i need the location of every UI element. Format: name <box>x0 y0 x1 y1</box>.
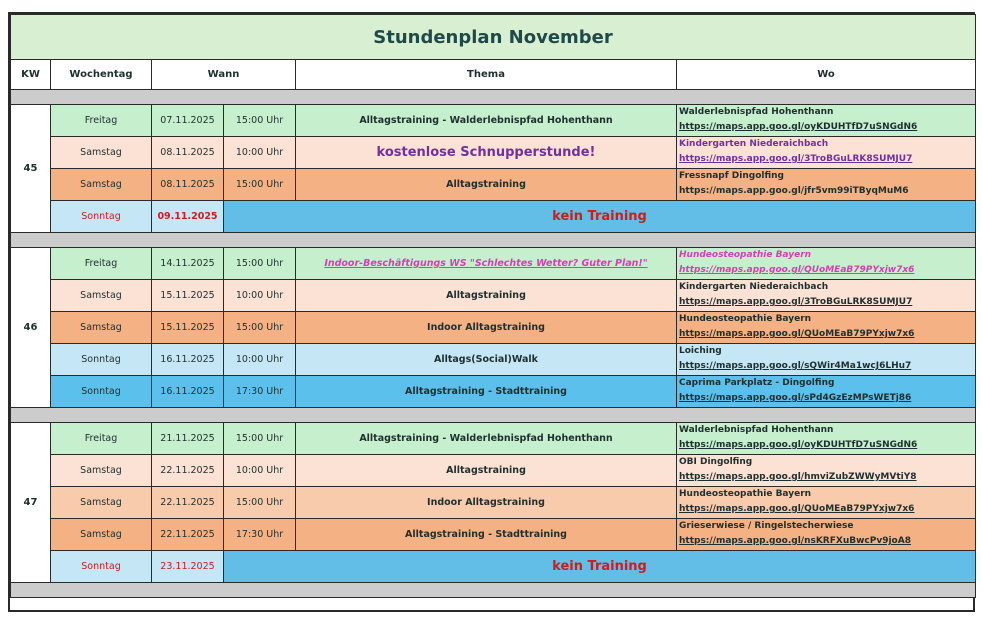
maps-link[interactable]: https://maps.app.goo.gl/sPd4GzEzMPsWETj86 <box>679 393 912 403</box>
page-title: Stundenplan November <box>11 15 976 60</box>
separator-row <box>11 90 976 105</box>
location-cell <box>677 519 976 551</box>
location-cell <box>677 280 976 312</box>
separator-row <box>11 583 976 598</box>
location-cell <box>677 312 976 344</box>
no-training-banner: kein Training <box>224 201 976 233</box>
topic-cell: Alltagstraining - Walderlebnispfad Hohenthann <box>296 105 677 137</box>
weekday-cell: Freitag <box>51 423 152 455</box>
date-cell: 15.11.2025 <box>152 312 224 344</box>
time-cell: 15:00 Uhr <box>224 423 296 455</box>
time-cell: 17:30 Uhr <box>224 519 296 551</box>
table-row <box>11 312 976 344</box>
location-cell <box>677 455 976 487</box>
location-cell <box>677 169 976 201</box>
maps-link[interactable]: https://maps.app.goo.gl/sQWir4Ma1wcJ6LHu7 <box>679 361 912 371</box>
location-name: Walderlebnispfad Hohenthann <box>679 425 834 435</box>
separator-row <box>11 233 976 248</box>
separator-row <box>11 408 976 423</box>
location-cell <box>677 248 976 280</box>
topic-cell: Alltags(Social)Walk <box>296 344 677 376</box>
maps-link[interactable]: https://maps.app.goo.gl/oyKDUHTfD7uSNGdN6 <box>679 440 918 450</box>
location-cell <box>677 376 976 408</box>
table-row <box>11 105 976 137</box>
table-row <box>11 169 976 201</box>
topic-cell: kostenlose Schnupperstunde! <box>296 137 677 169</box>
date-cell: 22.11.2025 <box>152 455 224 487</box>
time-cell: 15:00 Uhr <box>224 487 296 519</box>
maps-link[interactable]: https://maps.app.goo.gl/jfr5vm99iTByqMuM6 <box>679 186 909 196</box>
weekday-cell: Sonntag <box>51 201 152 233</box>
topic-cell: Alltagstraining <box>296 169 677 201</box>
date-cell: 08.11.2025 <box>152 137 224 169</box>
week-number: 47 <box>11 423 51 583</box>
weekday-cell: Samstag <box>51 487 152 519</box>
date-cell: 09.11.2025 <box>152 201 224 233</box>
date-cell: 16.11.2025 <box>152 344 224 376</box>
weekday-cell: Samstag <box>51 519 152 551</box>
weekday-cell: Samstag <box>51 455 152 487</box>
table-row <box>11 423 976 455</box>
weekday-cell: Sonntag <box>51 376 152 408</box>
table-row <box>11 487 976 519</box>
date-cell: 16.11.2025 <box>152 376 224 408</box>
no-training-banner: kein Training <box>224 551 976 583</box>
time-cell: 10:00 Uhr <box>224 344 296 376</box>
weekday-cell: Sonntag <box>51 551 152 583</box>
weekday-cell: Sonntag <box>51 344 152 376</box>
time-cell: 15:00 Uhr <box>224 105 296 137</box>
location-name: Grieserwiese / Ringelstecherwiese <box>679 521 854 531</box>
table-row <box>11 519 976 551</box>
date-cell: 08.11.2025 <box>152 169 224 201</box>
location-cell <box>677 105 976 137</box>
table-row <box>11 137 976 169</box>
time-cell: 15:00 Uhr <box>224 312 296 344</box>
location-name: Kindergarten Niederaichbach <box>679 282 829 292</box>
maps-link[interactable]: https://maps.app.goo.gl/nsKRFXuBwcPv9joA8 <box>679 536 911 546</box>
table-row <box>11 551 976 583</box>
location-name: Kindergarten Niederaichbach <box>679 139 829 149</box>
maps-link[interactable]: https://maps.app.goo.gl/QUoMEaB79PYxjw7x6 <box>679 504 915 514</box>
weekday-cell: Samstag <box>51 280 152 312</box>
location-name: Caprima Parkplatz - Dingolfing <box>679 378 835 388</box>
location-name: OBI Dingolfing <box>679 457 753 467</box>
maps-link[interactable]: https://maps.app.goo.gl/3TroBGuLRK8SUMJU7 <box>679 297 913 307</box>
schedule-sheet <box>8 12 975 612</box>
topic-cell: Alltagstraining <box>296 455 677 487</box>
header-wo: Wo <box>677 60 976 90</box>
header-thema: Thema <box>296 60 677 90</box>
weekday-cell: Samstag <box>51 312 152 344</box>
table-row <box>11 344 976 376</box>
date-cell: 07.11.2025 <box>152 105 224 137</box>
topic-cell: Alltagstraining - Stadttraining <box>296 519 677 551</box>
week-number: 46 <box>11 248 51 408</box>
location-name: Hundeosteopathie Bayern <box>679 250 812 260</box>
topic-cell: Alltagstraining - Stadttraining <box>296 376 677 408</box>
time-cell: 17:30 Uhr <box>224 376 296 408</box>
location-name: Fressnapf Dingolfing <box>679 171 784 181</box>
date-cell: 22.11.2025 <box>152 487 224 519</box>
header-kw: KW <box>11 60 51 90</box>
date-cell: 15.11.2025 <box>152 280 224 312</box>
location-cell <box>677 487 976 519</box>
time-cell: 10:00 Uhr <box>224 137 296 169</box>
topic-cell: Alltagstraining - Walderlebnispfad Hohenthann <box>296 423 677 455</box>
time-cell: 15:00 Uhr <box>224 169 296 201</box>
weekday-cell: Samstag <box>51 137 152 169</box>
weekday-cell: Freitag <box>51 248 152 280</box>
table-row <box>11 455 976 487</box>
table-row <box>11 280 976 312</box>
date-cell: 22.11.2025 <box>152 519 224 551</box>
time-cell: 15:00 Uhr <box>224 248 296 280</box>
maps-link[interactable]: https://maps.app.goo.gl/QUoMEaB79PYxjw7x6 <box>679 265 915 275</box>
time-cell: 10:00 Uhr <box>224 455 296 487</box>
schedule-table <box>10 14 976 598</box>
topic-cell[interactable]: Indoor-Beschäftigungs WS "Schlechtes Wetter? Guter Plan!" <box>296 248 677 280</box>
topic-cell: Alltagstraining <box>296 280 677 312</box>
maps-link[interactable]: https://maps.app.goo.gl/QUoMEaB79PYxjw7x6 <box>679 329 915 339</box>
week-number: 45 <box>11 105 51 233</box>
table-row <box>11 376 976 408</box>
maps-link[interactable]: https://maps.app.goo.gl/hmviZubZWWyMVtiY8 <box>679 472 917 482</box>
location-name: Loiching <box>679 346 722 356</box>
date-cell: 14.11.2025 <box>152 248 224 280</box>
location-cell <box>677 137 976 169</box>
date-cell: 21.11.2025 <box>152 423 224 455</box>
topic-cell: Indoor Alltagstraining <box>296 312 677 344</box>
maps-link[interactable]: https://maps.app.goo.gl/3TroBGuLRK8SUMJU7 <box>679 154 913 164</box>
topic-cell: Indoor Alltagstraining <box>296 487 677 519</box>
location-cell <box>677 344 976 376</box>
weekday-cell: Samstag <box>51 169 152 201</box>
weekday-cell: Freitag <box>51 105 152 137</box>
header-wochentag: Wochentag <box>51 60 152 90</box>
table-row <box>11 248 976 280</box>
header-wann: Wann <box>152 60 296 90</box>
location-name: Hundeosteopathie Bayern <box>679 314 812 324</box>
location-name: Hundeosteopathie Bayern <box>679 489 812 499</box>
maps-link[interactable]: https://maps.app.goo.gl/oyKDUHTfD7uSNGdN6 <box>679 122 918 132</box>
time-cell: 10:00 Uhr <box>224 280 296 312</box>
date-cell: 23.11.2025 <box>152 551 224 583</box>
table-row <box>11 201 976 233</box>
location-cell <box>677 423 976 455</box>
location-name: Walderlebnispfad Hohenthann <box>679 107 834 117</box>
